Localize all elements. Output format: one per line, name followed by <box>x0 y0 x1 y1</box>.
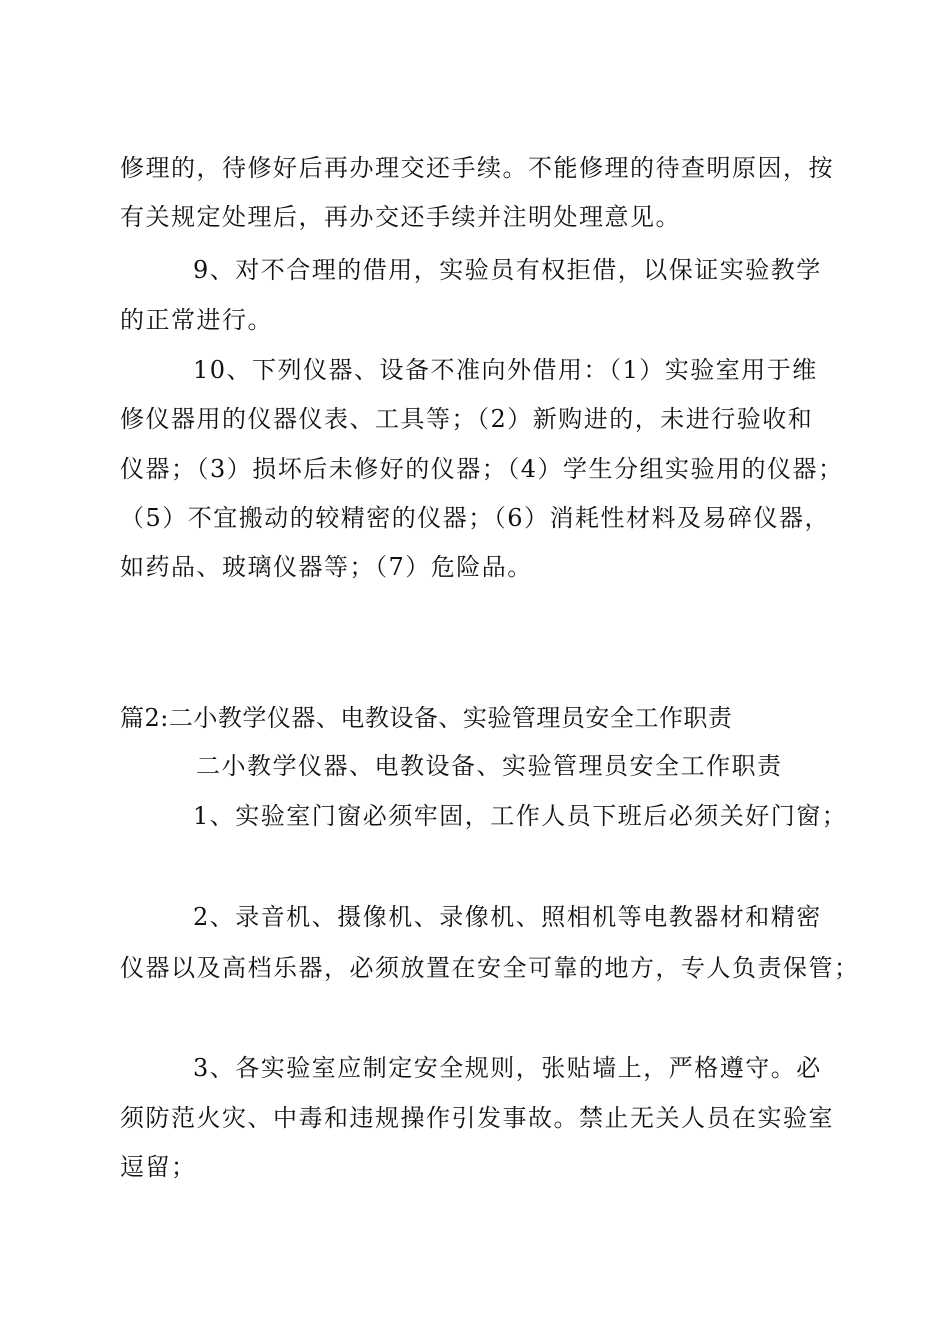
paragraph-line: 修理的，待修好后再办理交还手续。不能修理的待查明原因，按 <box>120 154 834 182</box>
paragraph-line: 有关规定处理后，再办交还手续并注明处理意见。 <box>120 203 681 231</box>
paragraph-line-item-9: 9、对不合理的借用，实验员有权拒借，以保证实验教学 <box>193 256 822 284</box>
paragraph-line-item-1: 1、实验室门窗必须牢固，工作人员下班后必须关好门窗； <box>193 802 848 830</box>
paragraph-line: 仪器以及高档乐器，必须放置在安全可靠的地方，专人负责保管； <box>120 954 860 982</box>
paragraph-line: 逗留； <box>120 1153 197 1181</box>
section-subtitle: 二小教学仪器、电教设备、实验管理员安全工作职责 <box>196 752 783 780</box>
paragraph-line: 如药品、玻璃仪器等；（7）危险品。 <box>120 553 533 581</box>
paragraph-line-item-2: 2、录音机、摄像机、录像机、照相机等电教器材和精密 <box>193 903 822 931</box>
paragraph-line-item-3: 3、各实验室应制定安全规则，张贴墙上，严格遵守。必 <box>193 1054 822 1082</box>
paragraph-line: 仪器；（3）损坏后未修好的仪器；（4）学生分组实验用的仪器； <box>120 455 844 483</box>
paragraph-line: 的正常进行。 <box>120 306 273 334</box>
paragraph-line: 修仪器用的仪器仪表、工具等；（2）新购进的，未进行验收和 <box>120 405 814 433</box>
paragraph-line-item-10: 10、下列仪器、设备不准向外借用：（1）实验室用于维 <box>193 356 818 384</box>
paragraph-line: 须防范火灾、中毒和违规操作引发事故。禁止无关人员在实验室 <box>120 1104 834 1132</box>
paragraph-line: （5）不宜搬动的较精密的仪器；（6）消耗性材料及易碎仪器， <box>120 504 831 532</box>
section-heading: 篇2:二小教学仪器、电教设备、实验管理员安全工作职责 <box>120 704 733 732</box>
